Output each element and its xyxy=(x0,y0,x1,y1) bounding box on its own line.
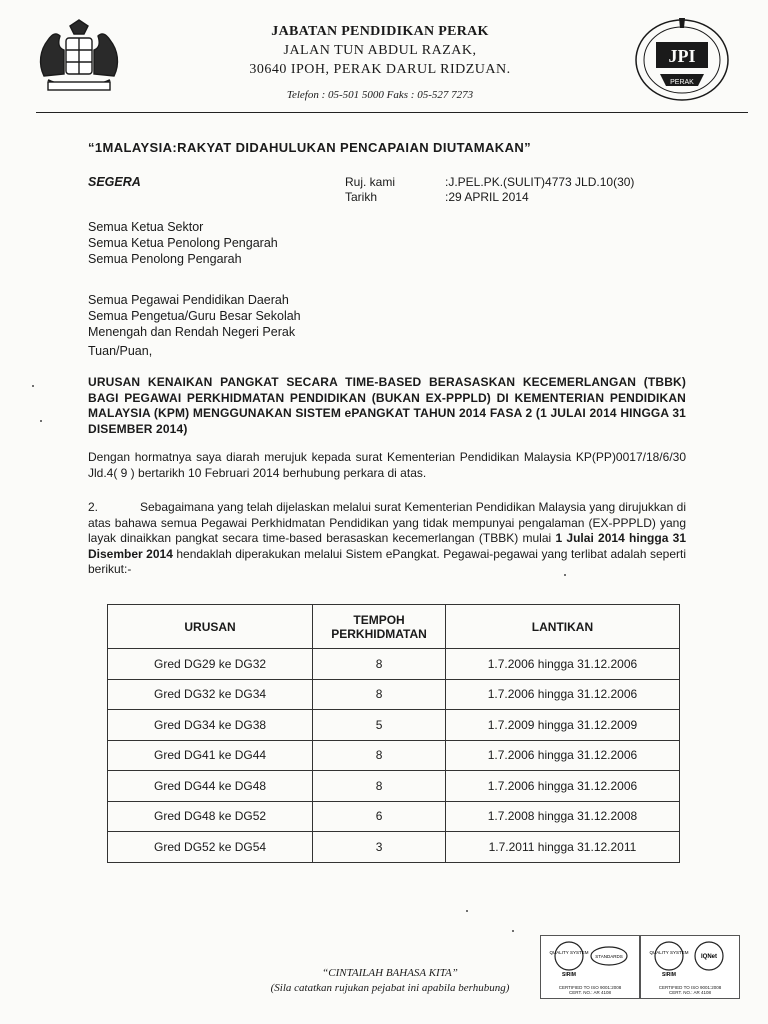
paragraph-text-end: hendaklah diperakukan melalui Sistem ePangkat. Pegawai-pegawai yang terlibat adalah seperti berikut:- xyxy=(88,546,686,576)
badge-label: SIRIM xyxy=(662,972,676,978)
scan-speck xyxy=(564,574,566,576)
cell-tempoh: 8 xyxy=(313,679,446,710)
scan-speck xyxy=(512,930,514,932)
cert-caption-line: CERT. NO.: AR 4108 xyxy=(569,990,611,995)
badge-text: QUALITY SYSTEM xyxy=(649,950,689,955)
cell-tempoh: 3 xyxy=(313,832,446,863)
header-tempoh: TEMPOH PERKHIDMATAN xyxy=(313,605,446,649)
cell-tempoh: 8 xyxy=(313,771,446,802)
cell-tempoh: 8 xyxy=(313,740,446,771)
cell-tempoh: 8 xyxy=(313,649,446,680)
coat-of-arms-logo xyxy=(34,16,124,98)
cell-tempoh: 5 xyxy=(313,710,446,741)
cert-caption xyxy=(541,985,639,995)
emblem-label: PERAK xyxy=(670,79,694,86)
reference-label: Ruj. kami xyxy=(345,175,396,189)
footer-motto: “CINTAILAH BAHASA KITA” xyxy=(322,967,458,979)
cell-urusan: Gred DG48 ke DG52 xyxy=(108,801,313,832)
cell-lantikan: 1.7.2011 hingga 31.12.2011 xyxy=(445,832,679,863)
badge-text: QUALITY SYSTEM xyxy=(549,950,589,955)
scan-speck xyxy=(40,420,42,422)
date-value: :29 APRIL 2014 xyxy=(445,190,529,204)
cert-caption-line: CERTIFIED TO ISO 9001:2008 xyxy=(658,985,722,990)
cell-urusan: Gred DG29 ke DG32 xyxy=(108,649,313,680)
scan-speck xyxy=(32,385,34,387)
quality-system-icon xyxy=(541,936,639,982)
cell-lantikan: 1.7.2006 hingga 31.12.2006 xyxy=(445,679,679,710)
contact-line: Telefon : 05-501 5000 Faks : 05-527 7273 xyxy=(286,89,474,101)
cert-caption-line: CERT. NO.: AR 4108 xyxy=(669,990,711,995)
table-row xyxy=(108,740,680,771)
table-row xyxy=(108,832,680,863)
paragraph-text: Sebagaimana yang telah dijelaskan melalui surat Kementerian Pendidikan Malaysia yang dirujukkan di atas bahawa semua Pegawai Perkhidmatan Pendidikan yang tidak mempunyai pengalaman (EX-PPPLD) yang layak dinaikkan pangkat secara time-based berasaskan kecemerlangan (TBBK) mulai xyxy=(88,500,686,545)
header-rule xyxy=(36,112,748,113)
promotion-table xyxy=(107,604,680,863)
cell-urusan: Gred DG34 ke DG38 xyxy=(108,710,313,741)
cert-caption-line: CERTIFIED TO ISO 9001:2008 xyxy=(558,985,622,990)
organization-name: JABATAN PENDIDIKAN PERAK xyxy=(271,24,489,39)
salutation: Tuan/Puan, xyxy=(88,344,153,358)
paragraph-1: Dengan hormatnya saya diarah merujuk kepada surat Kementerian Pendidikan Malaysia KP(PP)0017/18/6/30 Jld.4( 9 ) bertarikh 10 Februari 2014 berhubung perkara di atas. xyxy=(88,450,686,480)
cell-lantikan: 1.7.2006 hingga 31.12.2006 xyxy=(445,740,679,771)
recipient-line: Semua Pengetua/Guru Besar Sekolah xyxy=(88,309,301,323)
date-label: Tarikh xyxy=(345,190,378,204)
badge-label: SIRIM xyxy=(562,972,576,978)
header-urusan: URUSAN xyxy=(108,605,313,649)
emblem-monogram: JPI xyxy=(668,46,696,66)
cell-urusan: Gred DG32 ke DG34 xyxy=(108,679,313,710)
iqnet-certification-badge xyxy=(640,935,740,999)
paragraph-date-range: 1 Julai 2014 hingga 31 Disember 2014 xyxy=(88,531,686,561)
cert-caption xyxy=(641,985,739,995)
jpn-perak-emblem xyxy=(632,14,732,102)
cell-lantikan: 1.7.2008 hingga 31.12.2008 xyxy=(445,801,679,832)
recipients-group-1 xyxy=(88,219,278,267)
table-header-row xyxy=(108,605,680,649)
badge-text: IQNet xyxy=(700,954,718,960)
iso-certification-badge xyxy=(540,935,640,999)
recipient-line: Semua Ketua Sektor xyxy=(88,220,204,234)
letterhead xyxy=(200,22,560,105)
paragraph-2 xyxy=(88,500,686,578)
table-row xyxy=(108,801,680,832)
cell-urusan: Gred DG41 ke DG44 xyxy=(108,740,313,771)
header-lantikan: LANTIKAN xyxy=(445,605,679,649)
recipient-line: Semua Penolong Pengarah xyxy=(88,252,242,266)
cell-urusan: Gred DG44 ke DG48 xyxy=(108,771,313,802)
recipients-group-2 xyxy=(88,292,301,340)
cell-urusan: Gred DG52 ke DG54 xyxy=(108,832,313,863)
address-line-1: JALAN TUN ABDUL RAZAK, xyxy=(283,43,477,58)
recipient-line: Menengah dan Rendah Negeri Perak xyxy=(88,325,296,339)
slogan: “1MALAYSIA:RAKYAT DIDAHULUKAN PENCAPAIAN DIUTAMAKAN” xyxy=(88,140,532,155)
reference-value: :J.PEL.PK.(SULIT)4773 JLD.10(30) xyxy=(445,175,635,189)
table-row xyxy=(108,649,680,680)
table-row xyxy=(108,679,680,710)
subject-heading: URUSAN KENAIKAN PANGKAT SECARA TIME-BASED BERASASKAN KECEMERLANGAN (TBBK) BAGI PEGAWAI PERKHIDMATAN PENDIDIKAN (BUKAN EX-PPPLD) DI KEMENTERIAN PENDIDIKAN MALAYSIA (KPM) MENGGUNAKAN SISTEM ePANGKAT TAHUN 2014 FASA 2 (1 JULAI 2014 HINGGA 31 DISEMBER 2014) xyxy=(88,375,686,436)
table-row xyxy=(108,771,680,802)
recipient-line: Semua Pegawai Pendidikan Daerah xyxy=(88,293,289,307)
quality-system-icon xyxy=(641,936,739,982)
priority-label: SEGERA xyxy=(88,175,141,189)
footer xyxy=(220,966,560,996)
address-line-2: 30640 IPOH, PERAK DARUL RIDZUAN. xyxy=(249,62,511,77)
badge-text: STANDARDS xyxy=(595,954,623,959)
cell-lantikan: 1.7.2006 hingga 31.12.2006 xyxy=(445,649,679,680)
cell-tempoh: 6 xyxy=(313,801,446,832)
scan-speck xyxy=(466,910,468,912)
cell-lantikan: 1.7.2009 hingga 31.12.2009 xyxy=(445,710,679,741)
paragraph-number: 2. xyxy=(88,500,99,514)
table-row xyxy=(108,710,680,741)
cell-lantikan: 1.7.2006 hingga 31.12.2006 xyxy=(445,771,679,802)
footer-note: (Sila catatkan rujukan pejabat ini apabila berhubung) xyxy=(270,982,510,994)
recipient-line: Semua Ketua Penolong Pengarah xyxy=(88,236,278,250)
